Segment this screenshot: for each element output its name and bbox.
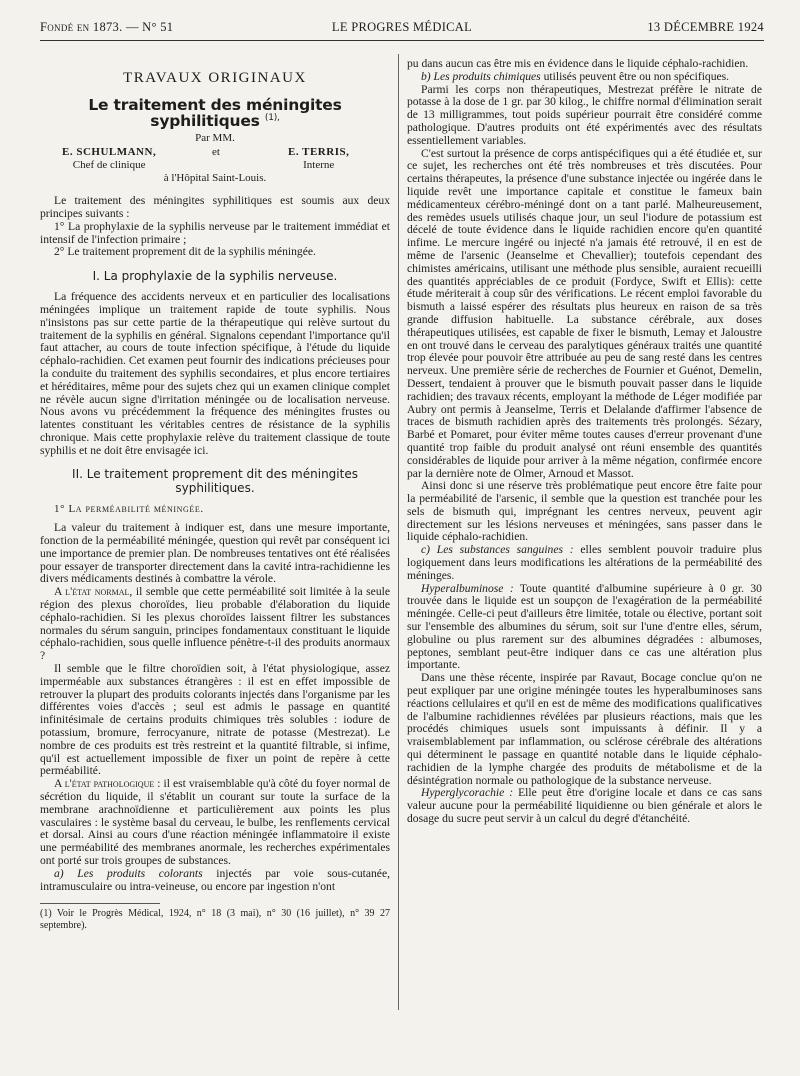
article-title	[40, 95, 390, 130]
chemical-products-paragraph	[407, 71, 762, 84]
normal-state-text: il semble que cette perméabilité soit limitée à la seule région des plexus choroïdes, lieu probable d'élaboration du liquide céphalo-rachidien. Si les plexus choroïdes laissent filtrer les substances normales du sérum sanguin, principes fondamentaux constituant le liquide céphalo-rachidien, sous quelle influence pénètre-t-il des produits anormaux ?	[40, 585, 390, 663]
colorants-lead: a) Les produits colorants	[54, 866, 203, 880]
title-note-marker: (1),	[264, 112, 280, 123]
hyperalbuminose-lead: Hyperalbuminose :	[421, 581, 514, 595]
issue-date: 13 DÉCEMBRE 1924	[647, 20, 764, 34]
intro-paragraph: Le traitement des méningites syphilitiques est soumis aux deux principes suivants :	[40, 194, 390, 220]
author-1-role: Chef de clinique	[72, 158, 146, 171]
blood-substances-text: elles semblent pouvoir traduire plus logiquement dans leurs modifications les altérations de la perméabilité des méninges.	[407, 543, 762, 582]
blood-substances-paragraph	[407, 544, 762, 582]
section-heading-1: I. La prophylaxie de la syphilis nerveuse.	[92, 269, 338, 284]
chemical-products-text: utilisés peuvent être ou non spécifiques.	[543, 69, 730, 83]
pathological-lead: A l'état pathologique :	[54, 777, 161, 791]
hospital: à l'Hôpital Saint-Louis.	[163, 172, 267, 185]
colorants-paragraph	[40, 868, 390, 894]
founding-issue: Fondé en 1873. — N° 51	[40, 20, 174, 34]
author-2	[288, 146, 349, 171]
antispecific-paragraph: C'est surtout la présence de corps antispécifiques qui a été étudiée et, sur ce sujet, les recherches ont été très nombreuses et très discutées. Pour certains thérapeutes, la présence d'une substance injectée ou ingérée dans le liquide revêt une importance capitale et constitue le fameux bain médicamenteux cérébro-méningé dont on a tant parlé. Malheureusement, des remèdes usuels utilisés chaque jour, un seul l'iodure de potassium est décelé de toute évidence dans le liquide rachidien encore qu'en quantité infime. Le mercure ingéré ou injecté n'a jamais été retrouvé, il en est de même de l'arsenic (Jeanselme et Chevallier); toutefois cependant des chimistes américains, utilisant une méthode plus sensible, auraient recueilli des quantités appréciables de ce produit (Fordyce, Swift et Ellis): cette étude mériterait à coup sûr des vérifications. Le récent emploi favorable du bismuth a laissé espérer des résultats plus heureux en raison de sa très grande diffusion habituelle. La substance cérébrale, aux doses thérapeutiques utilisées, est capable de fixer le bismuth, Lemay et Jaloustre en ont trouvé dans le cerveau des paralytiques généraux traités une quantité trop élevée pour pouvoir être attribuée au peu de sang resté dans les centres nerveux. Une première série de recherches de Fournier et Guénot, Demelin, Dessert, tendaient à prouver que le bismuth pouvait passer dans le liquide rachidien; des travaux récents, employant la méthode de Léger modifiée par Aubry ont permis à Jeanselme, Terris et Delalande d'affirmer l'absence de traces de bismuth rachidien après des traitements très prolongés. Sézary, Barbé et Pomaret, pour éviter même toutes causes d'erreur provenant d'une quantité trop faible du produit analysé ont réuni ensemble des quantités considérables de liquide pour arriver à la même négation, confirmée encore par la dernière note de Olmer, Arnoud et Massot.	[407, 146, 762, 480]
thesis-paragraph: Dans une thèse récente, inspirée par Ravaut, Bocage conclue qu'on ne peut expliquer par une origine méningée toutes les hyperalbuminoses sans réactions cellulaires et qu'il en est de même des modifications qualificatives de l'albumine rachidiennes révélées par plusieurs réactions, mais que les procédés chimiques usuels sont impuissants à définir. Il y a vraisemblablement par inflammation, ou sclérose cérébrale des altérations qui déterminent le passage en quantité notable dans le liquide céphalo-rachidien de la lymphe chargée des produits de métabolisme et de la désintégration normale ou pathologique de la substance nerveuse.	[407, 671, 762, 787]
section-label: TRAVAUX ORIGINAUX	[123, 70, 307, 86]
continuation-paragraph: pu dans aucun cas être mis en évidence dans le liquide céphalo-rachidien.	[407, 57, 749, 70]
filter-paragraph: Il semble que le filtre choroïdien soit, à l'état physiologique, assez imperméable aux substances étrangères : il est en effet impossible de retrouver la plupart des produits colorants injectés dans l'organisme par les différentes voies d'accès ; seul est admis le passage en quantité infinitésimale de certains produits chimiques très solubles : iodure de potassium, bromure, ferrocyanure, nitrate de potasse (Mestrezat). Le nombre de ces produits est très restreint et la quantité filtrable, si infime, qu'il est actuellement impossible de fixer un point de repère à cette perméabilité.	[40, 662, 390, 778]
pathological-text: il est vraisemblable qu'à côté du foyer normal de sécrétion du liquide, il s'établit un courant sur toute la surface de la membrane arachnoïdienne et particulièrement aux points les plus vasculaires : le système basal du cerveau, le bulbe, les renflements cervical et dorsal. Ainsi au cours d'une réaction méningée inflammatoire il existe une perméabilité des membranes anormale, les recherches expérimentales ont porté sur trois groupes de substances.	[40, 777, 391, 867]
byline: Par MM.	[195, 131, 235, 144]
footnote	[40, 908, 390, 931]
left-column	[40, 60, 390, 931]
author-2-role: Interne	[303, 158, 335, 171]
running-head	[40, 20, 764, 36]
journal-title: LE PROGRES MÉDICAL	[331, 20, 473, 34]
non-therapeutic-paragraph: Parmi les corps non thérapeutiques, Mestrezat préfère le nitrate de potasse à la dose de 1 gr. par 30 kilog., le chiffre normal d'élimination serait de 13 milligrammes, tout poids supérieur pourrait être considéré comme pathologique. D'autres produits ont été expérimentés avec des résultats essentiellement variables.	[407, 82, 762, 147]
normal-state-lead: A l'état normal,	[54, 585, 133, 599]
hyperglycorachie-paragraph	[407, 787, 762, 825]
subheading-permeability: 1° La perméabilité méningée.	[54, 503, 204, 516]
footnote-text: (1) Voir le Progrès Médical, 1924, n° 18 (3 mai), n° 30 (16 juillet), n° 39 27 septembre).	[40, 908, 390, 931]
principle-2: 2° Le traitement proprement dit de la syphilis méningée.	[54, 245, 316, 259]
hyperglycorachie-lead: Hyperglycorachie :	[421, 786, 514, 800]
normal-state-paragraph	[40, 586, 390, 663]
column-divider	[398, 54, 399, 1010]
footnote-rule	[40, 903, 160, 904]
right-column	[407, 58, 762, 826]
hyperalbuminose-text: Toute quantité d'albumine supérieure à 0 gr. 30 trouvée dans le liquide est un soupçon de l'exagération de la perméabilité méningée. Celle-ci peut d'ailleurs être limitée, totale ou élective, portant soit sur l'ensemble des albumines du sérum, soit sur l'une d'entre elles, sérum, globuline ou plus rarement sur des albumines dégradées : albumoses, peptones, semblant peut-être indiquer dans ce cas une altération plus importante.	[407, 581, 762, 672]
hyperalbuminose-paragraph	[407, 583, 762, 673]
blood-substances-lead: c) Les substances sanguines :	[421, 543, 574, 557]
author-1-name: E. SCHULMANN,	[62, 146, 157, 159]
author-2-name: E. TERRIS,	[288, 146, 350, 159]
authors	[40, 146, 390, 172]
permeability-paragraph: La valeur du traitement à indiquer est, dans une mesure importante, fonction de la perméabilité méningée, question qui revêt par conséquent ici une importance de premier plan. De nombreuses tentatives ont été réalisées pour essayer de transporter directement dans la cavité intra-rachidienne les divers médicaments destinés à combattre la vérole.	[40, 521, 390, 586]
section-heading-2: II. Le traitement proprement dit des méningites syphilitiques.	[72, 467, 358, 496]
article-title-text: Le traitement des méningites syphilitiques	[88, 95, 342, 130]
chemical-products-lead: b) Les produits chimiques	[421, 69, 541, 83]
colorants-text: injectés par voie sous-cutanée, intramusculaire ou intra-veineuse, ou encore par ingestion n'ont	[40, 866, 390, 893]
hyperglycorachie-text: Elle peut être d'origine locale et dans ce cas sans valeur aucune pour la perméabilité liquidienne ou bien générale et alors le dosage du sucre peut servir à un calcul du degré d'étanchéité.	[407, 786, 762, 826]
author-1	[62, 146, 156, 171]
principle-1: 1° La prophylaxie de la syphilis nerveuse par le traitement immédiat et intensif de l'infection primaire ;	[40, 219, 390, 246]
and-word: et	[212, 146, 220, 159]
pathological-paragraph	[40, 778, 390, 868]
header-rule	[40, 40, 764, 41]
prophylaxis-paragraph: La fréquence des accidents nerveux et en particulier des localisations méningées implique un traitement rapide de toute syphilis. Nous n'insistons pas sur cette partie de la thérapeutique qui relève surtout du traitement de la syphilis en général. Signalons cependant l'importance qu'il faut attacher, au cours de toute infection spécifique, à l'étude du liquide céphalo-rachidien. Cet examen peut fournir des indications précieuses pour la conduite du traitement des syphilis secondaires, et plus encore tertiaires et héréditaires, même pour des sujets chez qui un examen clinique complet ne révèle aucun signe d'irritation méningée ou de localisation nerveuse. Nous avons vu précédemment la fréquence des méningites frustes ou latentes constituant les véritables centres de résistance de la syphilis chronique. Mais cette prophylaxie relève du traitement classique de toute syphilis et ne doit être envisagée ici.	[40, 290, 390, 457]
bismuth-conclusion-paragraph: Ainsi donc si une réserve très problématique peut encore être faite pour la perméabilité de l'arsenic, il semble que la question est tranchée pour les sels de bismuth qui, imprégnant les centres nerveux, peuvent agir directement sur les lésions nerveuses et méningées, sans passer dans le liquide céphalo-rachidien.	[407, 479, 762, 544]
